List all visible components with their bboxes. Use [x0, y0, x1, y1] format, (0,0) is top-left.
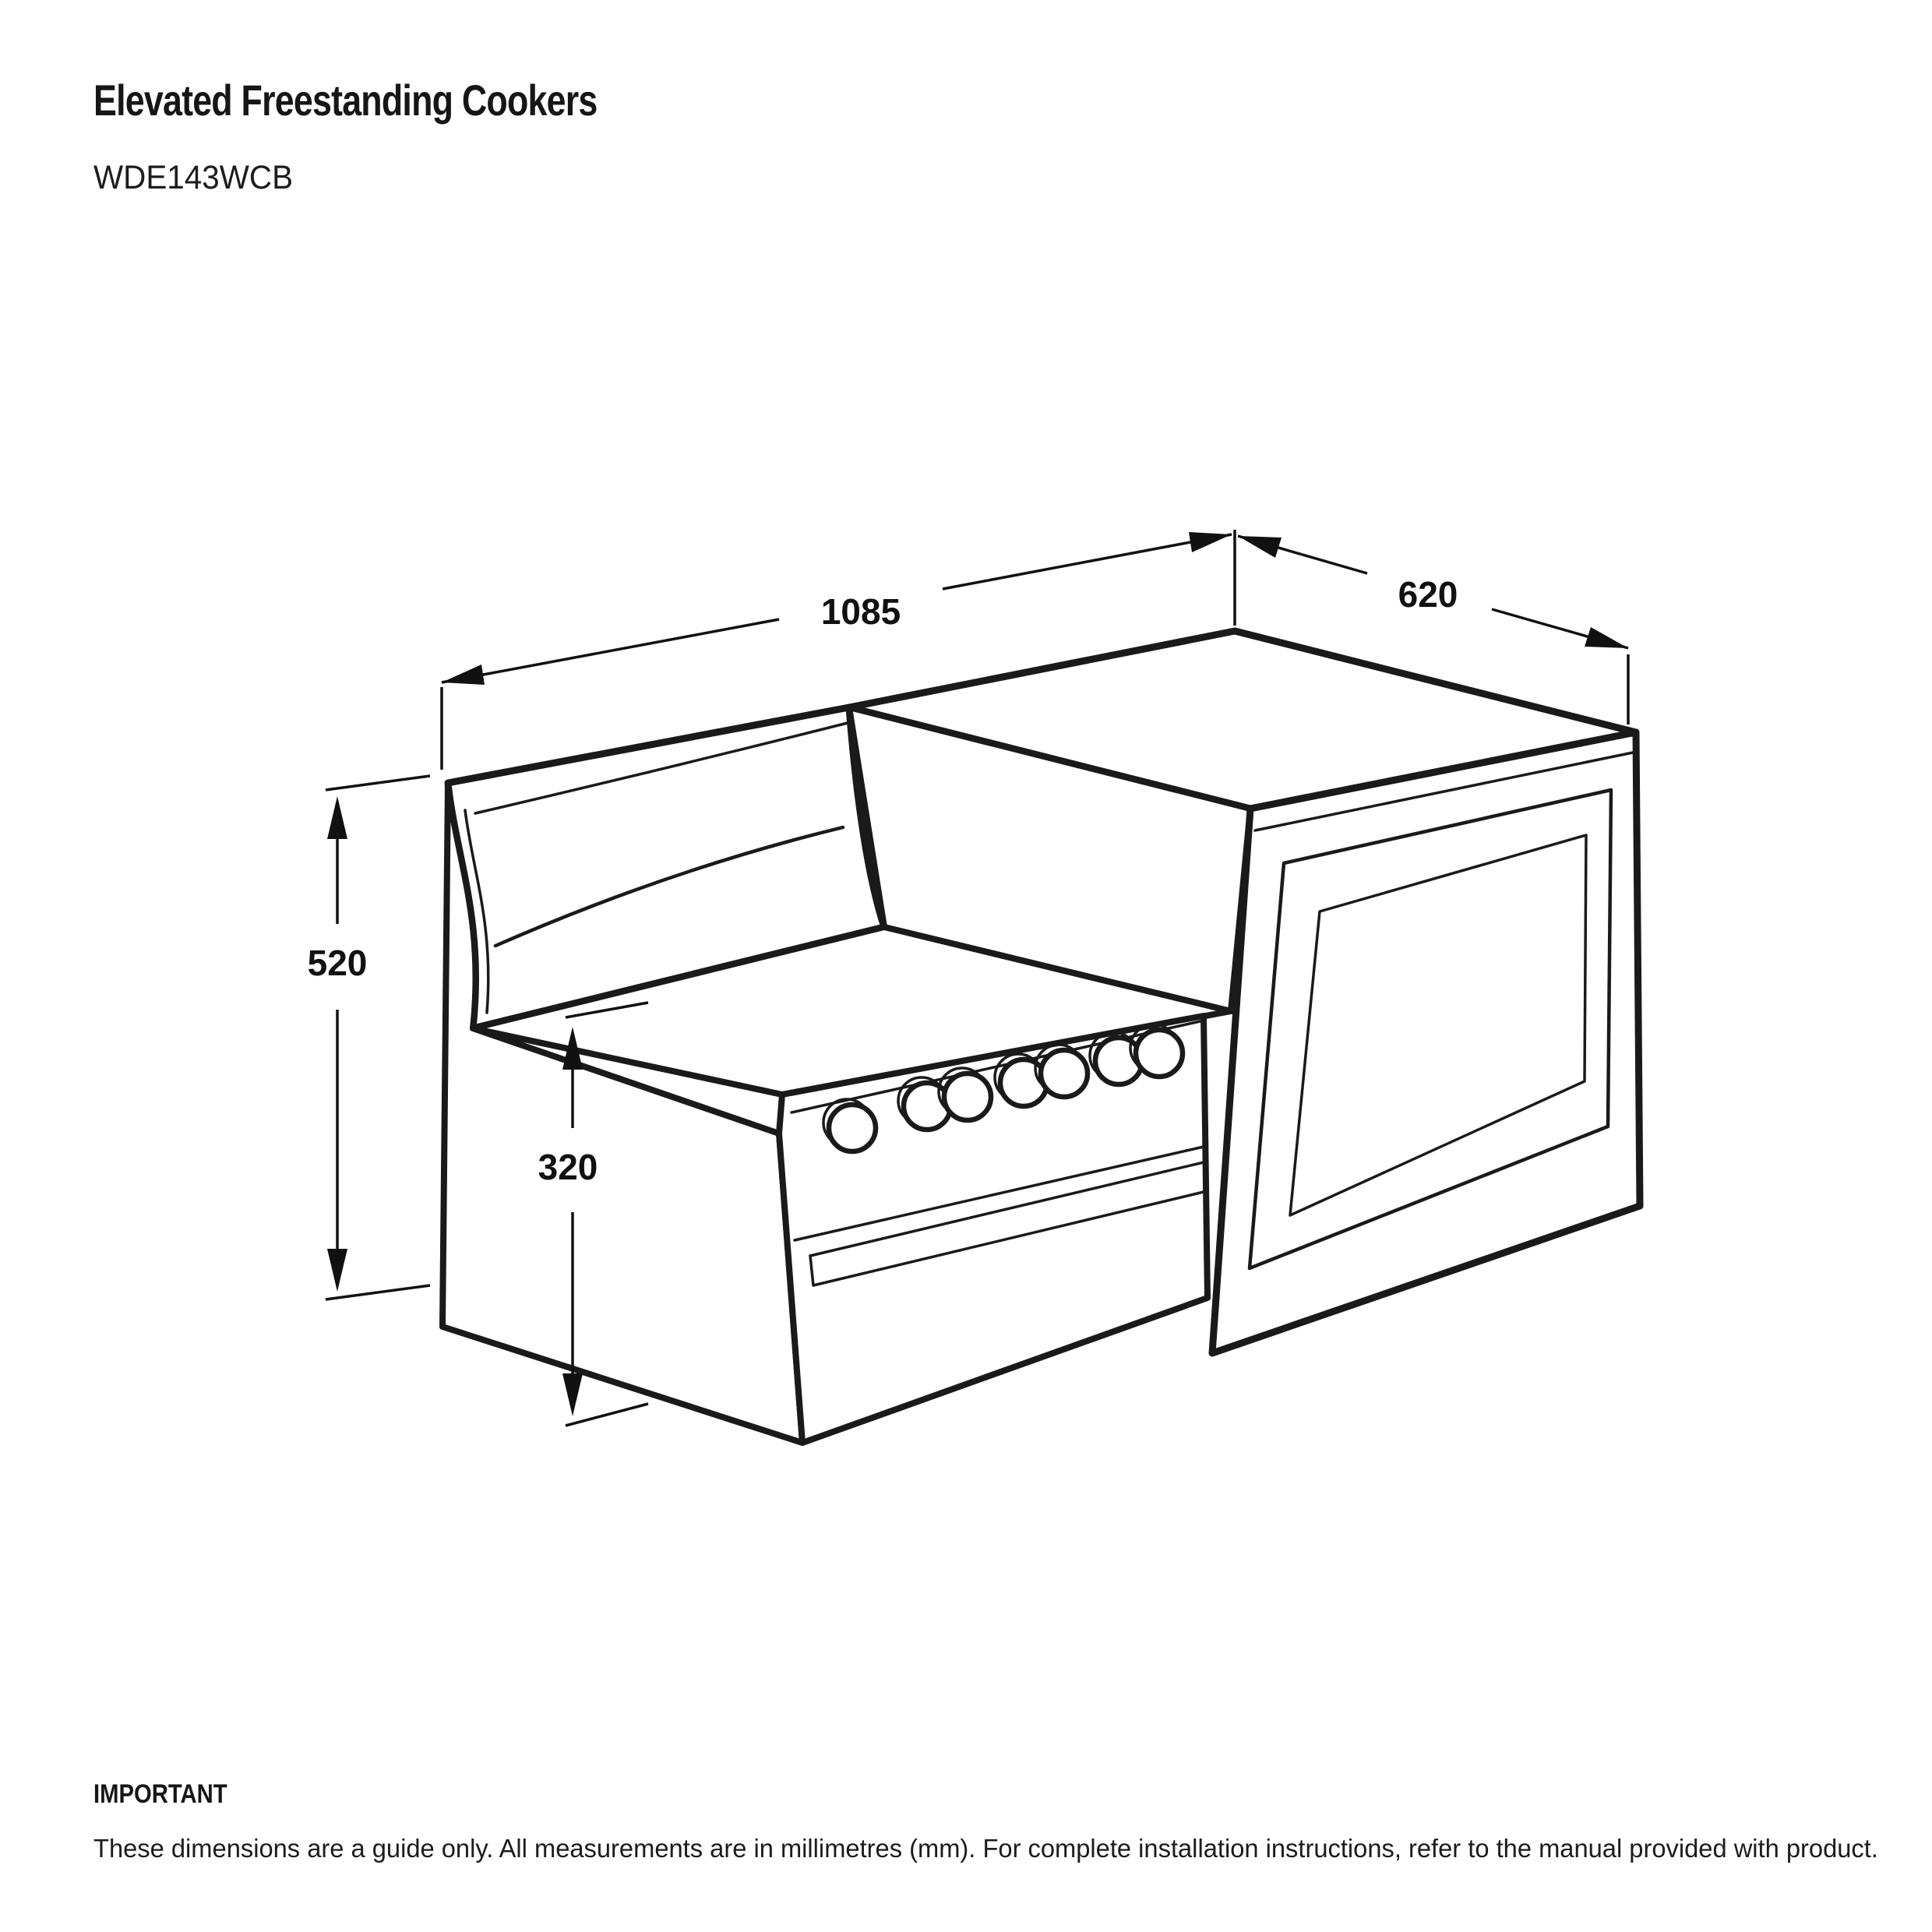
dim-depth-label: 620: [1398, 574, 1458, 615]
dim-lower-height-label: 320: [538, 1147, 598, 1187]
dim-lower-ext-bottom: [566, 1404, 648, 1426]
important-heading: IMPORTANT: [93, 1779, 227, 1809]
important-note: These dimensions are a guide only. All measurements are in millimetres (mm). For complete installation instructions, refer to the manual provided with product.: [93, 1834, 1878, 1863]
knob-face: [1041, 1050, 1088, 1097]
arrowhead-icon: [1189, 532, 1232, 552]
knob-face: [944, 1074, 991, 1120]
dimension-height: [308, 776, 430, 1299]
dim-width-label: 1085: [820, 591, 901, 632]
arrowhead-icon: [442, 665, 485, 685]
arrowhead-icon: [327, 1249, 347, 1292]
dim-height-ext-top: [326, 776, 430, 790]
page-title: Elevated Freestanding Cookers: [93, 76, 598, 125]
arrowhead-icon: [327, 796, 347, 839]
knob-face: [829, 1105, 876, 1151]
model-number: WDE143WCB: [93, 159, 294, 196]
dim-height-label: 520: [307, 943, 368, 983]
dim-height-ext-bottom: [326, 1285, 430, 1299]
arrowhead-icon: [1238, 536, 1282, 558]
arrowhead-icon: [1585, 627, 1628, 648]
arrowhead-icon: [562, 1373, 583, 1416]
knob-face: [1136, 1030, 1183, 1077]
